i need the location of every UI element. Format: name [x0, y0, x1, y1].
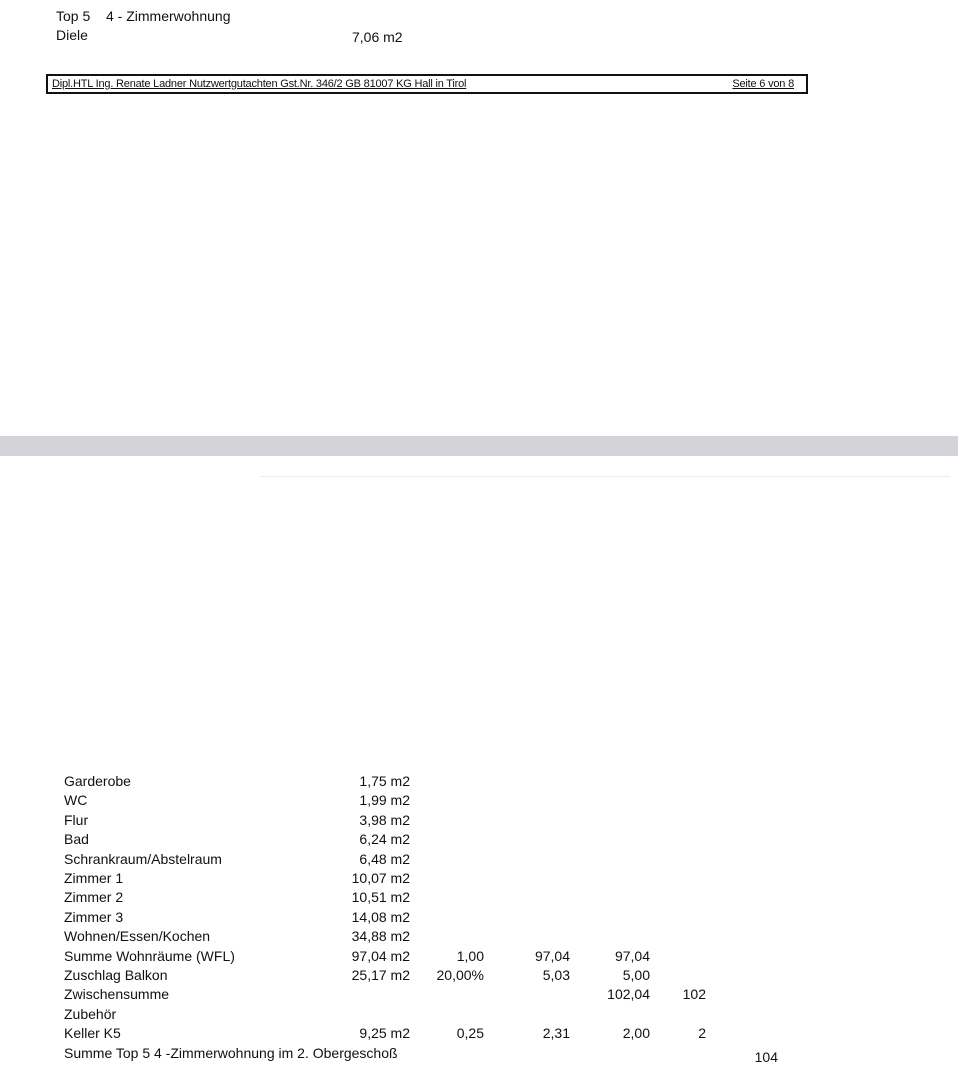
cell-label: Keller K5 [64, 1025, 121, 1042]
cell-label: Garderobe [64, 773, 131, 789]
cell-rounded: 97,04 [614, 947, 650, 964]
cell-rounded: 102,04 [607, 986, 650, 1003]
table-row [0, 947, 958, 966]
table-row [0, 850, 958, 869]
cell-factor: 0,25 [456, 1025, 484, 1042]
unit-type: 4 - Zimmerwohnung [106, 8, 231, 24]
table-row [0, 772, 958, 791]
cell-label: Schrankraum/Abstelraum [64, 850, 222, 867]
table-row [0, 791, 958, 810]
diele-label: Diele [56, 27, 88, 43]
cell-area: 6,48 m2 [359, 850, 410, 867]
cell-sum: 2 [698, 1025, 706, 1042]
cell-label: Bad [64, 831, 89, 848]
scan-edge-line [260, 476, 950, 477]
table-row [0, 966, 958, 985]
footer-author-title: Dipl.HTL Ing. Renate Ladner Nutzwertgutachten Gst.Nr. 346/2 GB 81007 KG Hall in Tirol [52, 78, 467, 90]
cell-label: Wohnen/Essen/Kochen [64, 928, 211, 945]
cell-area: 34,88 m2 [351, 928, 410, 945]
cell-label: Summe Top 5 4 -Zimmerwohnung im 2. Obergeschoß [64, 1044, 398, 1061]
cell-label: Zimmer 3 [64, 908, 124, 925]
cell-factor: 20,00% [436, 967, 484, 983]
page-top [0, 0, 958, 436]
table-row [0, 908, 958, 927]
cell-sum: 102 [682, 986, 706, 1003]
cell-label: Zwischensumme [64, 986, 170, 1003]
cell-label: Zimmer 2 [64, 889, 124, 906]
table-row [0, 869, 958, 888]
cell-label: Zimmer 1 [64, 870, 124, 886]
page-bottom [0, 456, 958, 1080]
page-footer [46, 74, 808, 94]
table-row [0, 1044, 958, 1063]
cell-label: Flur [64, 811, 89, 828]
cell-total: 104 [754, 1048, 778, 1065]
cell-area: 97,04 m2 [351, 947, 410, 964]
cell-area: 6,24 m2 [359, 831, 410, 848]
table-row [0, 888, 958, 907]
cell-label: WC [64, 792, 88, 809]
cell-label: Summe Wohnräume (WFL) [64, 947, 235, 964]
cell-area: 10,51 m2 [351, 889, 410, 906]
diele-area: 7,06 m2 [352, 29, 403, 45]
table-row [0, 811, 958, 830]
cell-wfl: 97,04 [534, 947, 570, 964]
cell-label: Zubehör [64, 1005, 117, 1022]
cell-label: Zuschlag Balkon [64, 967, 168, 983]
table-row [0, 1024, 958, 1043]
table-row [0, 1005, 958, 1024]
cell-area: 1,99 m2 [359, 792, 410, 809]
cell-wfl: 5,03 [542, 967, 570, 983]
cell-area: 3,98 m2 [359, 811, 410, 828]
table-row [0, 927, 958, 946]
cell-area: 14,08 m2 [351, 908, 410, 925]
cell-area: 25,17 m2 [351, 967, 410, 983]
table-row [0, 985, 958, 1004]
table-row [0, 830, 958, 849]
cell-wfl: 2,31 [542, 1025, 570, 1042]
cell-factor: 1,00 [456, 947, 484, 964]
cell-rounded: 2,00 [622, 1025, 650, 1042]
cell-rounded: 5,00 [622, 967, 650, 983]
footer-page-number: Seite 6 von 8 [732, 78, 794, 90]
cell-area: 1,75 m2 [359, 773, 410, 789]
page-separator [0, 436, 958, 456]
top-number: Top 5 [56, 8, 91, 24]
cell-area: 10,07 m2 [351, 870, 410, 886]
cell-area: 9,25 m2 [359, 1025, 410, 1042]
